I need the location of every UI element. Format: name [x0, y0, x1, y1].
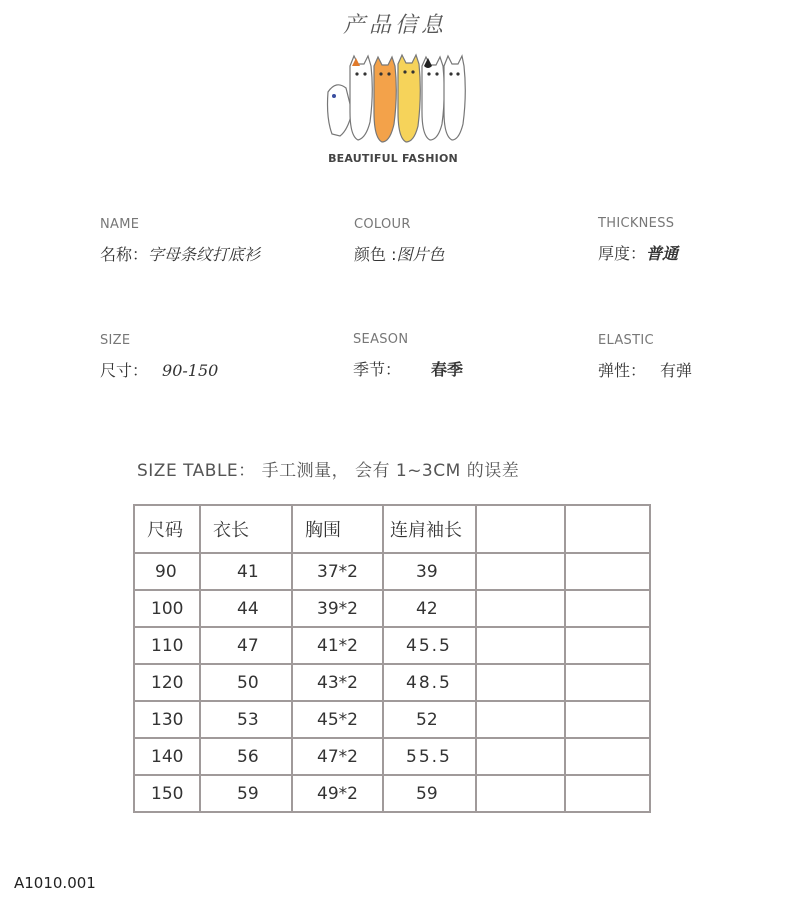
table-row: [134, 738, 650, 775]
info-colour: [354, 217, 445, 265]
table-cell: 37*2: [292, 553, 383, 590]
table-cell: 42: [383, 590, 476, 627]
table-cell: 50: [200, 664, 292, 701]
table-cell: 39: [383, 553, 476, 590]
table-cell: 48.5: [383, 664, 476, 701]
info-colour-en: COLOUR: [354, 217, 411, 232]
info-name-en: NAME: [100, 217, 140, 232]
info-elastic-en: ELASTIC: [598, 333, 654, 348]
info-season-label: 季节：: [353, 360, 402, 379]
table-cell: [476, 738, 565, 775]
info-size: [100, 333, 218, 381]
table-cell: [565, 738, 650, 775]
info-season-value: 春季: [431, 360, 464, 379]
table-cell: [565, 701, 650, 738]
table-cell: 49*2: [292, 775, 383, 812]
header-cell: 衣长: [200, 505, 292, 553]
header-cell: [565, 505, 650, 553]
table-cell: [476, 775, 565, 812]
table-cell: 47: [200, 627, 292, 664]
info-thickness-value: 普通: [646, 244, 679, 263]
table-cell: 41: [200, 553, 292, 590]
table-cell: 130: [134, 701, 200, 738]
info-name-label: 名称：: [100, 245, 149, 264]
info-season: [353, 332, 463, 380]
header-cell: 尺码: [134, 505, 200, 553]
table-cell: [565, 775, 650, 812]
table-cell: 45.5: [383, 627, 476, 664]
info-thickness-en: THICKNESS: [598, 216, 675, 231]
header-cell: 连肩袖长: [383, 505, 476, 553]
table-cell: 47*2: [292, 738, 383, 775]
info-thickness: [598, 216, 678, 264]
size-table-title: SIZE TABLE： 手工测量， 会有 1~3CM 的误差: [137, 461, 520, 481]
table-cell: 52: [383, 701, 476, 738]
table-cell: 41*2: [292, 627, 383, 664]
table-cell: 140: [134, 738, 200, 775]
table-cell: 120: [134, 664, 200, 701]
page-title: 产品信息: [342, 13, 447, 38]
table-row: [134, 701, 650, 738]
size-table: [133, 504, 651, 813]
table-cell: 45*2: [292, 701, 383, 738]
table-cell: 90: [134, 553, 200, 590]
table-row: [134, 590, 650, 627]
table-cell: [565, 553, 650, 590]
logo-caption: BEAUTIFUL FASHION: [328, 152, 458, 165]
table-cell: [476, 701, 565, 738]
table-cell: 150: [134, 775, 200, 812]
table-cell: [565, 664, 650, 701]
table-cell: 39*2: [292, 590, 383, 627]
table-cell: 43*2: [292, 664, 383, 701]
table-cell: 44: [200, 590, 292, 627]
table-cell: [476, 553, 565, 590]
table-cell: 100: [134, 590, 200, 627]
header-cell: 胸围: [292, 505, 383, 553]
table-cell: 59: [200, 775, 292, 812]
info-colour-value: 图片色: [396, 245, 445, 264]
table-row: [134, 664, 650, 701]
info-elastic: [598, 333, 692, 381]
cats-logo: [318, 52, 468, 172]
info-name: [100, 217, 260, 265]
table-cell: 56: [200, 738, 292, 775]
table-cell: 55.5: [383, 738, 476, 775]
header-cell: [476, 505, 565, 553]
info-elastic-label: 弹性：: [598, 361, 647, 380]
info-size-en: SIZE: [100, 333, 131, 348]
table-cell: 59: [383, 775, 476, 812]
table-cell: [476, 590, 565, 627]
info-size-value: 90-150: [162, 361, 219, 380]
info-colour-label: 颜色 :: [354, 245, 397, 264]
table-cell: [565, 590, 650, 627]
table-cell: [476, 627, 565, 664]
info-elastic-value: 有弹: [660, 361, 693, 380]
table-cell: 53: [200, 701, 292, 738]
info-name-value: 字母条纹打底衫: [148, 245, 261, 264]
size-table-header-row: [134, 505, 650, 553]
table-cell: [565, 627, 650, 664]
info-season-en: SEASON: [353, 332, 409, 347]
info-size-label: 尺寸：: [100, 361, 149, 380]
table-row: [134, 627, 650, 664]
table-cell: 110: [134, 627, 200, 664]
info-thickness-label: 厚度：: [598, 244, 647, 263]
table-row: [134, 553, 650, 590]
table-row: [134, 775, 650, 812]
product-code: A1010.001: [14, 874, 96, 892]
table-cell: [476, 664, 565, 701]
cats-illustration-icon: [318, 52, 468, 152]
